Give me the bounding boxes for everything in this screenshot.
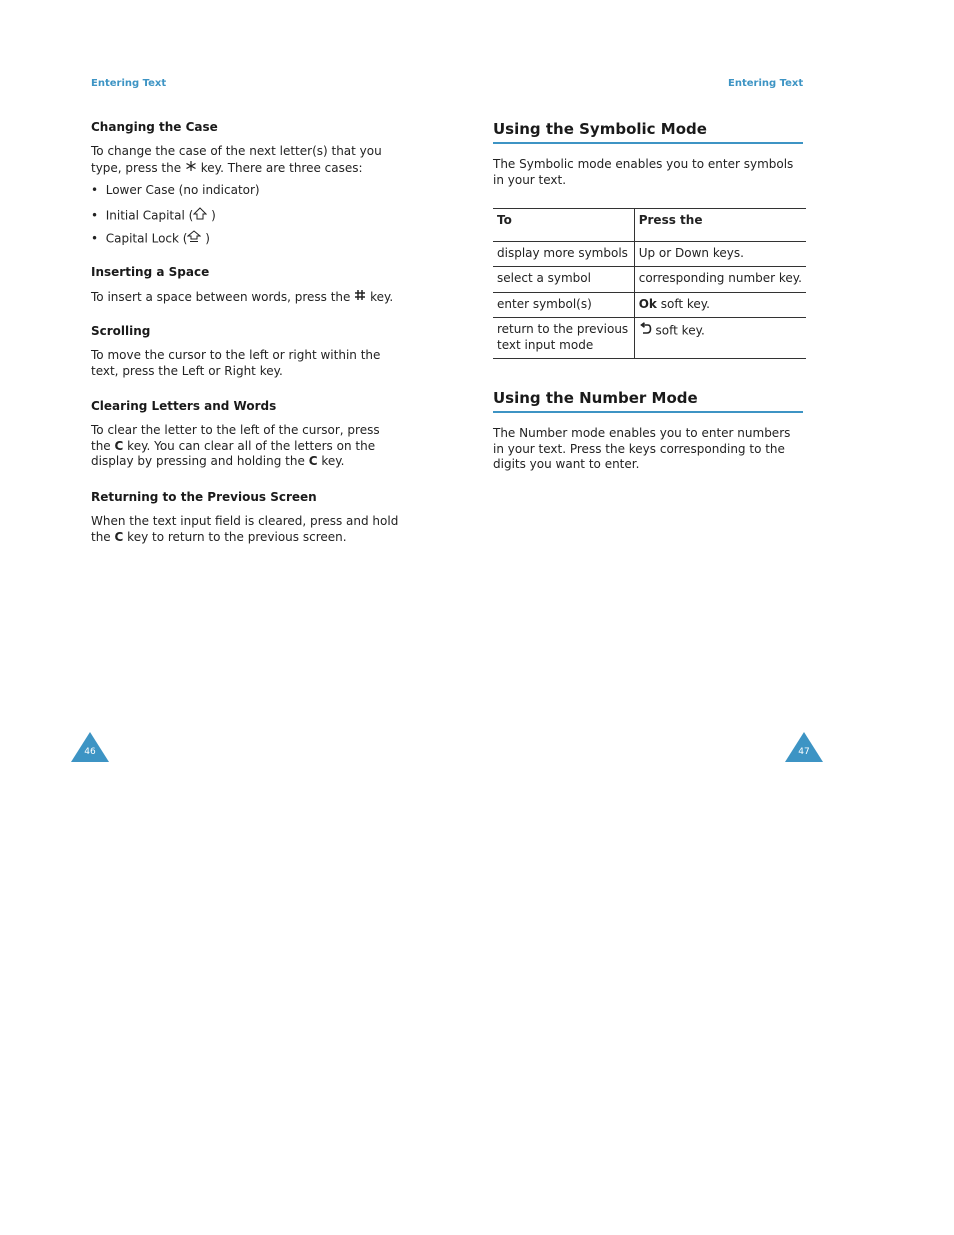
ok-key-label: Ok <box>638 296 657 311</box>
section-rule <box>493 411 803 413</box>
page-number-text: 46 <box>84 747 96 757</box>
bullet: • <box>91 208 99 223</box>
header-to: To <box>493 209 634 242</box>
page-number-right <box>785 732 823 762</box>
cell-press-text: soft key. <box>655 323 705 338</box>
paragraph-symbolic: The Symbolic mode enables you to enter symbols in your text. <box>493 157 794 187</box>
bullet: • <box>91 231 99 246</box>
paragraph-inserting-space <box>91 289 411 306</box>
page-number-left <box>71 732 109 762</box>
section-rule <box>493 142 803 144</box>
heading-clearing: Clearing Letters and Words <box>91 399 277 413</box>
header-press: Press the <box>638 213 703 227</box>
returning-text-1: When the text input field is cleared, press and hold the <box>91 514 399 544</box>
list-item-closing: ) <box>205 231 210 246</box>
cell-press <box>634 292 806 318</box>
capital-lock-icon <box>187 230 201 248</box>
paragraph-clearing <box>91 423 403 470</box>
c-key-label: C <box>308 454 318 468</box>
cell-to: return to the previous text input mode <box>493 318 634 359</box>
list-item-label: Initial Capital ( <box>105 208 194 223</box>
c-key-label: C <box>114 438 124 453</box>
heading-changing-case: Changing the Case <box>91 120 218 134</box>
text-after-hash: key. <box>370 289 394 304</box>
bullet: • <box>91 183 99 197</box>
heading-number-mode: Using the Number Mode <box>493 389 698 407</box>
hash-key-icon <box>354 289 366 306</box>
table-row <box>493 241 806 267</box>
list-item-closing: ) <box>211 208 216 223</box>
clearing-text-3: key. <box>321 454 345 468</box>
list-item <box>91 230 210 248</box>
c-key-label: C <box>114 529 124 544</box>
paragraph-returning <box>91 514 403 545</box>
cell-to: select a symbol <box>493 267 634 293</box>
list-item <box>91 207 216 225</box>
cell-press <box>634 318 806 359</box>
list-item <box>91 183 260 199</box>
running-head-left: Entering Text <box>91 78 167 89</box>
cell-press-text: soft key. <box>660 296 710 311</box>
paragraph-number-mode: The Number mode enables you to enter numbers in your text. Press the keys corresponding to the digits you want to enter. <box>493 426 791 471</box>
cell-to: display more symbols <box>493 241 634 267</box>
clearing-text-1: To clear the letter to the left of the cursor, press the <box>91 423 380 453</box>
heading-scrolling: Scrolling <box>91 324 151 338</box>
text-before-hash: To insert a space between words, press the <box>91 289 351 304</box>
initial-capital-icon <box>193 207 207 225</box>
text-before-star: To change the case of the next letter(s) that you type, press the <box>91 144 382 175</box>
star-key-icon <box>185 160 197 177</box>
table-header-row <box>493 209 806 242</box>
cell-press: corresponding number key. <box>638 271 802 285</box>
cell-press: Up or Down keys. <box>638 245 744 260</box>
list-item-label: Capital Lock ( <box>105 231 188 246</box>
heading-symbolic-mode: Using the Symbolic Mode <box>493 120 707 138</box>
clearing-text-2: key. You can clear all of the letters on the display by pressing and holding the <box>91 438 376 468</box>
page-number-text: 47 <box>798 747 810 757</box>
symbolic-table <box>493 208 806 359</box>
heading-inserting-space: Inserting a Space <box>91 265 210 279</box>
back-arrow-icon <box>639 322 652 340</box>
heading-returning: Returning to the Previous Screen <box>91 490 317 504</box>
table-row <box>493 292 806 318</box>
list-item-label: Lower Case (no indicator) <box>105 183 260 197</box>
paragraph-scrolling: To move the cursor to the left or right within the text, press the Left or Right key. <box>91 348 381 378</box>
text-after-star: key. There are three cases: <box>200 160 363 175</box>
cell-to: enter symbol(s) <box>493 292 634 318</box>
table-row <box>493 267 806 293</box>
running-head-right: Entering Text <box>728 78 804 89</box>
returning-text-2: key to return to the previous screen. <box>127 529 347 544</box>
table-row <box>493 318 806 359</box>
paragraph-changing-case <box>91 144 401 176</box>
